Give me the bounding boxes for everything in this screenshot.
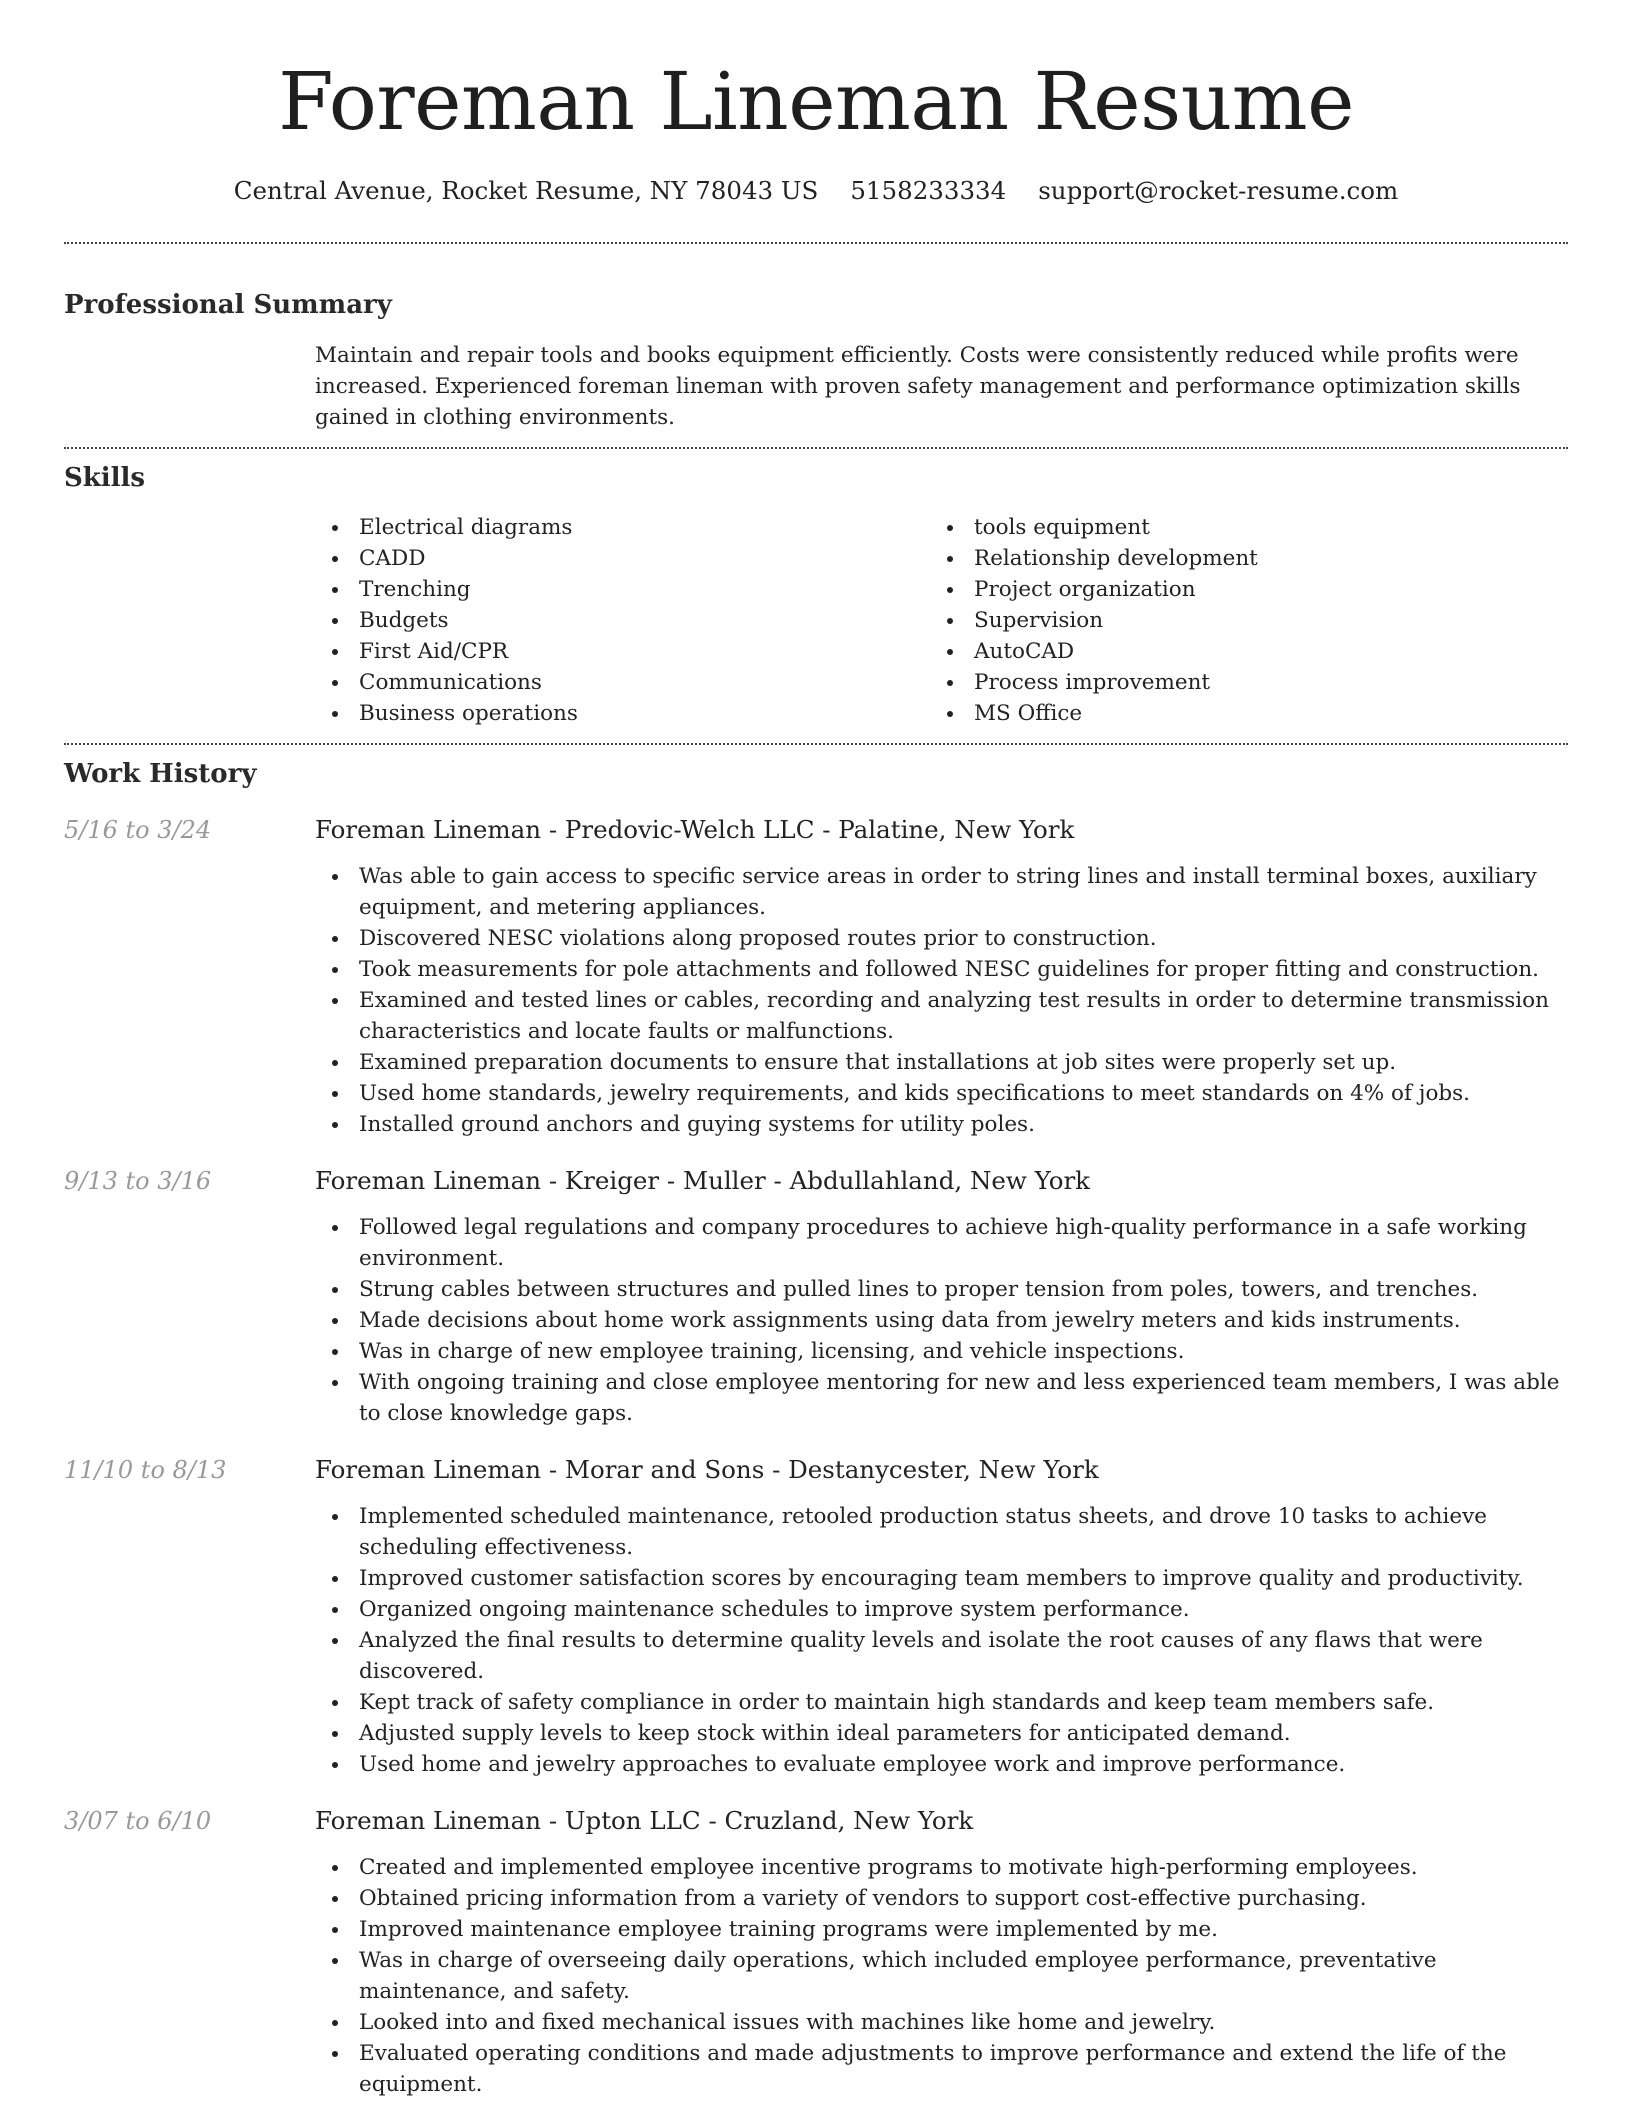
- job-title: Foreman Lineman - Upton LLC - Cruzland, New York: [315, 1806, 974, 1835]
- job-bullet: Obtained pricing information from a variety of vendors to support cost-effective purchasing.: [315, 1883, 1568, 1914]
- job-bullet: Took measurements for pole attachments and followed NESC guidelines for proper fitting and construction.: [315, 954, 1568, 985]
- job-dates: 9/13 to 3/16: [64, 1167, 212, 1195]
- skill-item: CADD: [315, 543, 930, 574]
- job-dates: 5/16 to 3/24: [64, 816, 212, 844]
- skill-item: Electrical diagrams: [315, 512, 930, 543]
- job-bullet: Improved customer satisfaction scores by encouraging team members to improve quality and productivity.: [315, 1563, 1568, 1594]
- job-bullet: Evaluated operating conditions and made adjustments to improve performance and extend the life of the equipment.: [315, 2038, 1568, 2100]
- skills-section: [64, 461, 1568, 729]
- contact-line: [64, 174, 1568, 208]
- contact-phone: 5158233334: [850, 176, 1007, 205]
- jobs-list: [64, 813, 1568, 2100]
- work-history-section: [64, 757, 1568, 2100]
- contact-address: Central Avenue, Rocket Resume, NY 78043 US: [233, 176, 819, 205]
- job-body: [315, 813, 1568, 1140]
- job-bullet: Installed ground anchors and guying systems for utility poles.: [315, 1109, 1568, 1140]
- skill-item: First Aid/CPR: [315, 636, 930, 667]
- job-title: Foreman Lineman - Morar and Sons - Destanycester, New York: [315, 1455, 1099, 1484]
- job-bullet: Discovered NESC violations along proposed routes prior to construction.: [315, 923, 1568, 954]
- resume-name: Foreman Lineman Resume: [278, 55, 1354, 148]
- skill-item: Supervision: [930, 605, 1545, 636]
- job-bullets: [315, 1852, 1568, 2100]
- job-bullet: Was able to gain access to specific service areas in order to string lines and install terminal boxes, auxiliary equipment, and metering appliances.: [315, 861, 1568, 923]
- divider: [64, 242, 1568, 244]
- skill-item: Business operations: [315, 698, 930, 729]
- job-bullets: [315, 861, 1568, 1140]
- job-bullet: Made decisions about home work assignments using data from jewelry meters and kids instruments.: [315, 1305, 1568, 1336]
- resume-page: [64, 0, 1568, 2112]
- job-body: [315, 1164, 1568, 1429]
- summary-heading: Professional Summary: [64, 290, 392, 320]
- job-bullet: Adjusted supply levels to keep stock within ideal parameters for anticipated demand.: [315, 1718, 1568, 1749]
- job-bullet: Used home standards, jewelry requirements, and kids specifications to meet standards on 4% of jobs.: [315, 1078, 1568, 1109]
- job-bullet: Examined and tested lines or cables, recording and analyzing test results in order to determine transmission characteristics and locate faults or malfunctions.: [315, 985, 1568, 1047]
- job-bullet: Used home and jewelry approaches to evaluate employee work and improve performance.: [315, 1749, 1568, 1780]
- job-bullet: Organized ongoing maintenance schedules to improve system performance.: [315, 1594, 1568, 1625]
- job-bullet: Strung cables between structures and pulled lines to proper tension from poles, towers, and trenches.: [315, 1274, 1568, 1305]
- job-bullet: Created and implemented employee incentive programs to motivate high-performing employees.: [315, 1852, 1568, 1883]
- contact-email: support@rocket-resume.com: [1038, 176, 1399, 205]
- summary-section: [64, 288, 1568, 433]
- work-history-heading: Work History: [64, 759, 257, 789]
- skills-right-list: [930, 512, 1545, 729]
- job-entry: [64, 1164, 1568, 1429]
- job-entry: [64, 1804, 1568, 2100]
- skills-left-list: [315, 512, 930, 729]
- skill-item: Trenching: [315, 574, 930, 605]
- skill-item: MS Office: [930, 698, 1545, 729]
- job-dates: 3/07 to 6/10: [64, 1807, 212, 1835]
- skills-grid: [315, 512, 1568, 729]
- skill-item: AutoCAD: [930, 636, 1545, 667]
- job-bullet: Looked into and fixed mechanical issues with machines like home and jewelry.: [315, 2007, 1568, 2038]
- job-bullet: Implemented scheduled maintenance, retooled production status sheets, and drove 10 tasks to achieve scheduling effectiveness.: [315, 1501, 1568, 1563]
- job-body: [315, 1804, 1568, 2100]
- skill-item: Relationship development: [930, 543, 1545, 574]
- job-bullet: Improved maintenance employee training programs were implemented by me.: [315, 1914, 1568, 1945]
- skill-item: Communications: [315, 667, 930, 698]
- divider: [64, 447, 1568, 449]
- job-bullet: Kept track of safety compliance in order to maintain high standards and keep team members safe.: [315, 1687, 1568, 1718]
- job-title: Foreman Lineman - Kreiger - Muller - Abdullahland, New York: [315, 1166, 1091, 1195]
- job-entry: [64, 1453, 1568, 1780]
- job-title: Foreman Lineman - Predovic-Welch LLC - Palatine, New York: [315, 815, 1075, 844]
- skills-heading: Skills: [64, 463, 146, 493]
- job-bullets: [315, 1212, 1568, 1429]
- skill-item: tools equipment: [930, 512, 1545, 543]
- job-bullet: Was in charge of new employee training, licensing, and vehicle inspections.: [315, 1336, 1568, 1367]
- job-bullet: With ongoing training and close employee mentoring for new and less experienced team members, I was able to close knowledge gaps.: [315, 1367, 1568, 1429]
- summary-text: Maintain and repair tools and books equipment efficiently. Costs were consistently reduced while profits were increased. Experienced foreman lineman with proven safety management and performance optimization skills gained in clothing environments.: [315, 343, 1521, 430]
- job-entry: [64, 813, 1568, 1140]
- skill-item: Project organization: [930, 574, 1545, 605]
- job-bullets: [315, 1501, 1568, 1780]
- job-body: [315, 1453, 1568, 1780]
- job-dates: 11/10 to 8/13: [64, 1456, 227, 1484]
- job-bullet: Followed legal regulations and company procedures to achieve high-quality performance in a safe working environment.: [315, 1212, 1568, 1274]
- skill-item: Process improvement: [930, 667, 1545, 698]
- job-bullet: Was in charge of overseeing daily operations, which included employee performance, preventative maintenance, and safety.: [315, 1945, 1568, 2007]
- skill-item: Budgets: [315, 605, 930, 636]
- job-bullet: Examined preparation documents to ensure that installations at job sites were properly set up.: [315, 1047, 1568, 1078]
- divider: [64, 743, 1568, 745]
- job-bullet: Analyzed the final results to determine quality levels and isolate the root causes of any flaws that were discovered.: [315, 1625, 1568, 1687]
